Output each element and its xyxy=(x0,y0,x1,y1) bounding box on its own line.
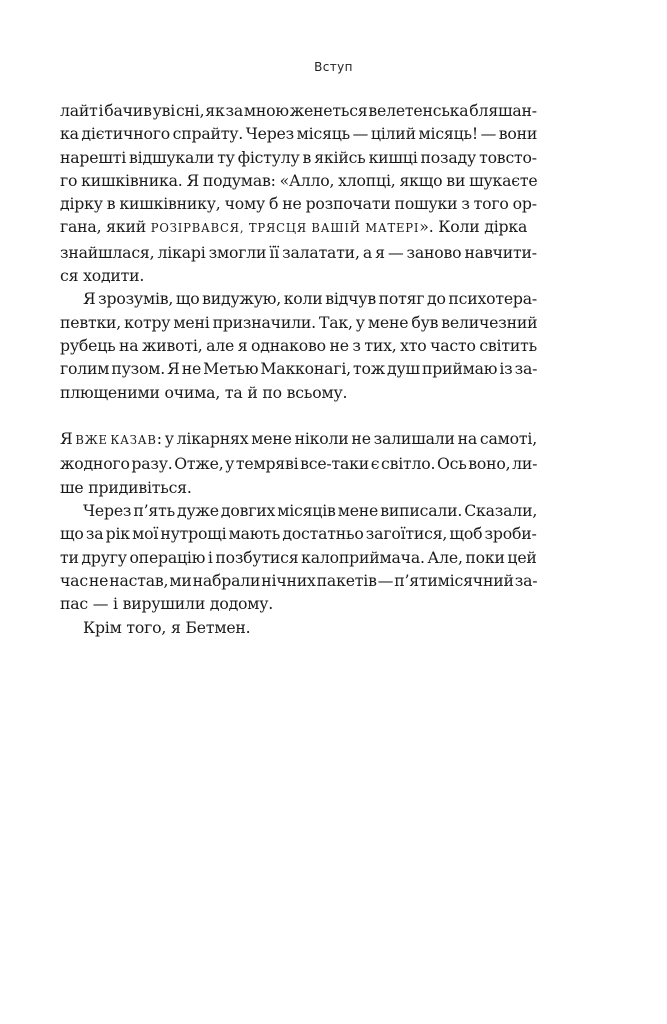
paragraph xyxy=(60,99,537,287)
paragraph xyxy=(60,287,537,403)
text-line xyxy=(60,569,537,592)
text-run: час не настав, ми набрали нічних пакетів — п’ятимісячний за- xyxy=(60,570,537,590)
text-line xyxy=(60,169,537,192)
text-line xyxy=(60,192,537,215)
text-run: нарешті відшукали ту фістулу в якійсь кишці позаду товсто- xyxy=(60,147,537,167)
text-line xyxy=(60,476,537,499)
text-run: голим пузом. Я не Метью Макконагі, тож душ приймаю із за- xyxy=(60,359,537,379)
text-line xyxy=(60,499,537,522)
text-run: дірку в кишківнику, чому б не розпочати пошуки з того ор- xyxy=(60,194,537,214)
text-run: ся ходити. xyxy=(60,266,145,286)
text-line xyxy=(60,522,537,545)
text-run: жодного разу. Отже, у темряві все-таки є світло. Ось воно, ли- xyxy=(60,454,537,474)
paragraph xyxy=(60,499,537,615)
small-caps-run: ВЖЕ КАЗАВ xyxy=(75,433,157,448)
body-text xyxy=(60,99,537,639)
paragraph xyxy=(60,427,537,499)
text-run: ти другу операцію і позбутися калоприймача. Але, поки цей xyxy=(60,547,537,567)
text-line xyxy=(60,427,537,452)
text-line xyxy=(60,357,537,380)
text-run: певтки, котру мені призначили. Так, у мене був величезний xyxy=(60,312,537,332)
paragraph xyxy=(60,616,537,639)
text-line xyxy=(60,334,537,357)
text-run: : у лікарнях мене ніколи не залишали на самоті, xyxy=(156,429,537,449)
text-line xyxy=(60,592,537,615)
text-line xyxy=(60,616,537,639)
running-head: Вступ xyxy=(314,60,353,74)
text-run: плющеними очима, та й по всьому. xyxy=(60,382,348,402)
text-run: Через п’ять дуже довгих місяців мене виписали. Сказали, xyxy=(83,501,537,521)
text-line xyxy=(60,264,537,287)
text-run: ше придивіться. xyxy=(60,477,192,497)
text-run: гана, який xyxy=(60,217,151,237)
text-line xyxy=(60,311,537,334)
text-run: рубець на животі, але я однаково не з тих, хто часто світить xyxy=(60,335,537,355)
text-line xyxy=(60,122,537,145)
text-line xyxy=(60,146,537,169)
text-run: го кишківника. Я подумав: «Алло, хлопці, якщо ви шукаєте xyxy=(60,170,537,190)
text-line xyxy=(60,381,537,404)
text-run: Я зрозумів, що видужую, коли відчув потяг до психотера- xyxy=(83,289,537,309)
text-run: знайшлася, лікарі змогли її залатати, а я — заново навчити- xyxy=(60,242,537,262)
text-line xyxy=(60,452,537,475)
small-caps-run: РОЗІРВАВСЯ, ТРЯСЦЯ ВАШІЙ МАТЕРІ xyxy=(150,221,420,236)
text-run: лайт і бачив уві сні, як за мною женеться велетенська бляшан- xyxy=(60,101,537,120)
text-line xyxy=(60,241,537,264)
text-run: Я xyxy=(60,429,76,449)
text-run: Крім того, я Бетмен. xyxy=(83,617,251,637)
text-run: що за рік мої нутрощі мають достатньо загоїтися, щоб зроби- xyxy=(60,524,537,544)
text-line xyxy=(60,99,537,122)
text-run: ». Коли дірка xyxy=(419,217,528,237)
text-line xyxy=(60,287,537,310)
text-line xyxy=(60,215,537,240)
text-line xyxy=(60,546,537,569)
text-run: ка дієтичного спрайту. Через місяць — цілий місяць! — вони xyxy=(60,124,537,144)
text-run: пас — і вирушили додому. xyxy=(60,594,274,614)
